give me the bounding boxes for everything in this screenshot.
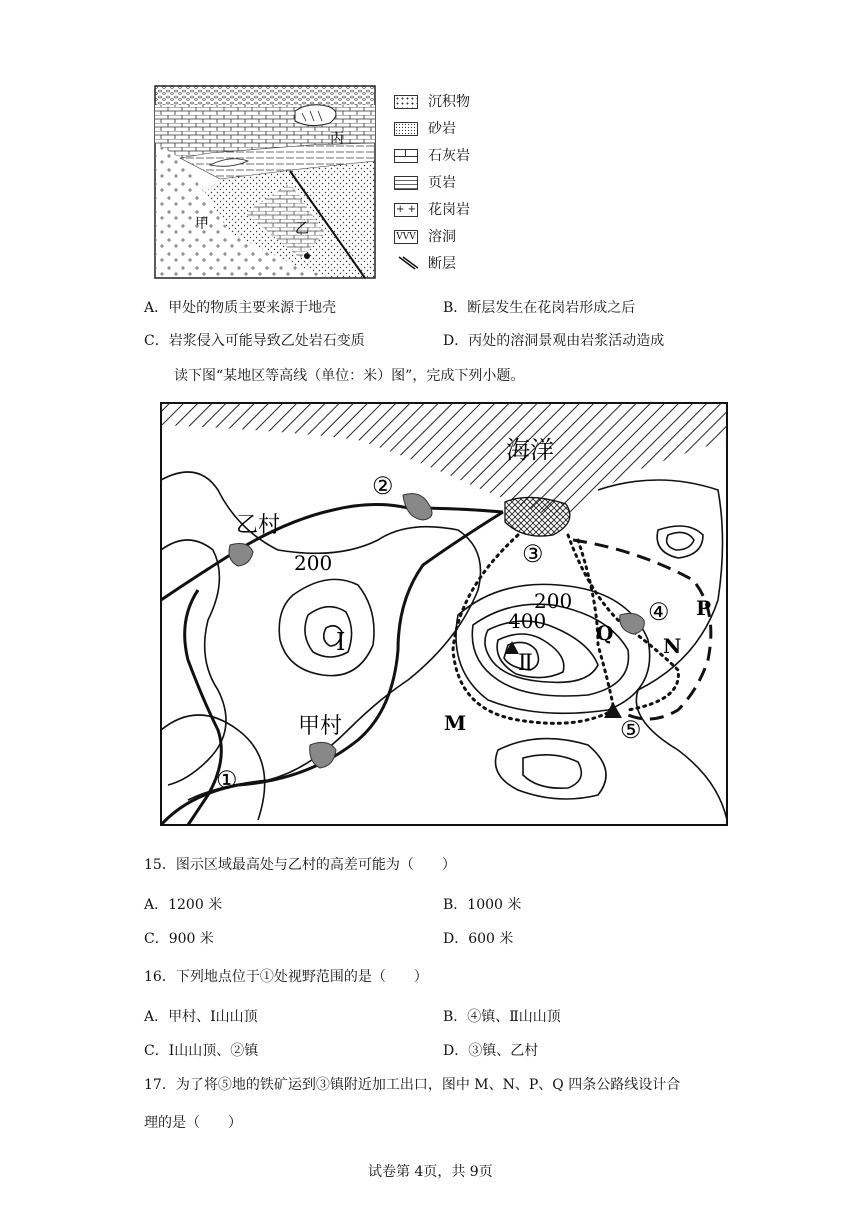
q15-option-a[interactable]: A．1200 米	[144, 897, 223, 913]
contour-map-intro: 读下图“某地区等高线（单位：米）图”，完成下列小题。	[174, 368, 525, 384]
q16-option-a[interactable]: A．甲村、Ⅰ山山顶	[144, 1009, 258, 1025]
q15-option-d[interactable]: D．600 米	[443, 931, 514, 947]
page-footer: 试卷第 4页，共 9页	[368, 1164, 493, 1180]
q16-option-b[interactable]: B．④镇、Ⅱ山山顶	[443, 1009, 561, 1025]
label-bing: 丙	[330, 131, 344, 147]
q16-option-c[interactable]: C．Ⅰ山山顶、②镇	[144, 1043, 259, 1059]
route-m-label: M	[444, 711, 467, 735]
q16-stem: 16．下列地点位于①处视野范围的是（ ）	[144, 969, 428, 985]
site-1-label: ①	[216, 766, 238, 794]
contour-200-right-label: 200	[534, 589, 573, 613]
shale-icon	[394, 176, 418, 190]
route-q-label: Q	[596, 621, 614, 645]
contour-map-svg	[158, 400, 730, 830]
legend-label-sandstone: 砂岩	[428, 121, 456, 137]
ocean-label: 海洋	[506, 436, 554, 464]
karst-cave-icon: VVV	[394, 230, 418, 244]
q15-stem: 15．图示区域最高处与乙村的高差可能为（ ）	[144, 857, 456, 873]
q14-option-d[interactable]: D．丙处的溶洞景观由岩浆活动造成	[443, 333, 665, 349]
q17-stem-line1: 17．为了将⑤地的铁矿运到③镇附近加工出口，图中 M、N、P、Q 四条公路线设计合	[144, 1077, 681, 1093]
site-5-label: ⑤	[620, 716, 642, 744]
label-yi: 乙	[295, 221, 309, 237]
granite-icon: + +	[394, 203, 418, 217]
q15-option-b[interactable]: B．1000 米	[443, 897, 522, 913]
peak-2-label: Ⅱ	[518, 651, 533, 676]
label-jia: 甲	[195, 216, 209, 232]
site-3-label: ③	[522, 540, 544, 568]
route-n-label: N	[663, 634, 682, 658]
village-yi-label: 乙村	[236, 513, 281, 538]
contour-map-figure	[158, 400, 730, 830]
legend-label-limestone: 石灰岩	[428, 148, 470, 164]
limestone-icon	[394, 149, 418, 163]
sandstone-icon	[394, 122, 418, 136]
legend-label-granite: 花岗岩	[428, 202, 470, 218]
q14-option-b[interactable]: B．断层发生在花岗岩形成之后	[443, 300, 636, 316]
sediment-icon	[394, 95, 418, 109]
q14-option-a[interactable]: A．甲处的物质主要来源于地壳	[144, 300, 337, 316]
legend-label-shale: 页岩	[428, 175, 456, 191]
fault-icon	[396, 255, 418, 271]
route-p-label: P	[696, 596, 712, 620]
legend-label-sediment: 沉积物	[428, 94, 470, 110]
q14-option-c[interactable]: C．岩浆侵入可能导致乙处岩石变质	[144, 333, 365, 349]
legend-label-fault: 断层	[428, 256, 456, 272]
site-2-label: ②	[372, 472, 394, 500]
contour-200-left-label: 200	[294, 551, 333, 575]
peak-1-label: Ⅰ	[336, 628, 346, 656]
geology-legend	[394, 93, 494, 283]
q16-option-d[interactable]: D．③镇、乙村	[443, 1043, 539, 1059]
q17-stem-line2: 理的是（ ）	[144, 1115, 242, 1131]
village-jia-label: 甲村	[298, 714, 343, 739]
site-4-label: ④	[648, 598, 670, 626]
q15-option-c[interactable]: C．900 米	[144, 931, 214, 947]
legend-label-karst-cave: 溶洞	[428, 229, 456, 245]
contour-400-label: 400	[508, 609, 547, 633]
